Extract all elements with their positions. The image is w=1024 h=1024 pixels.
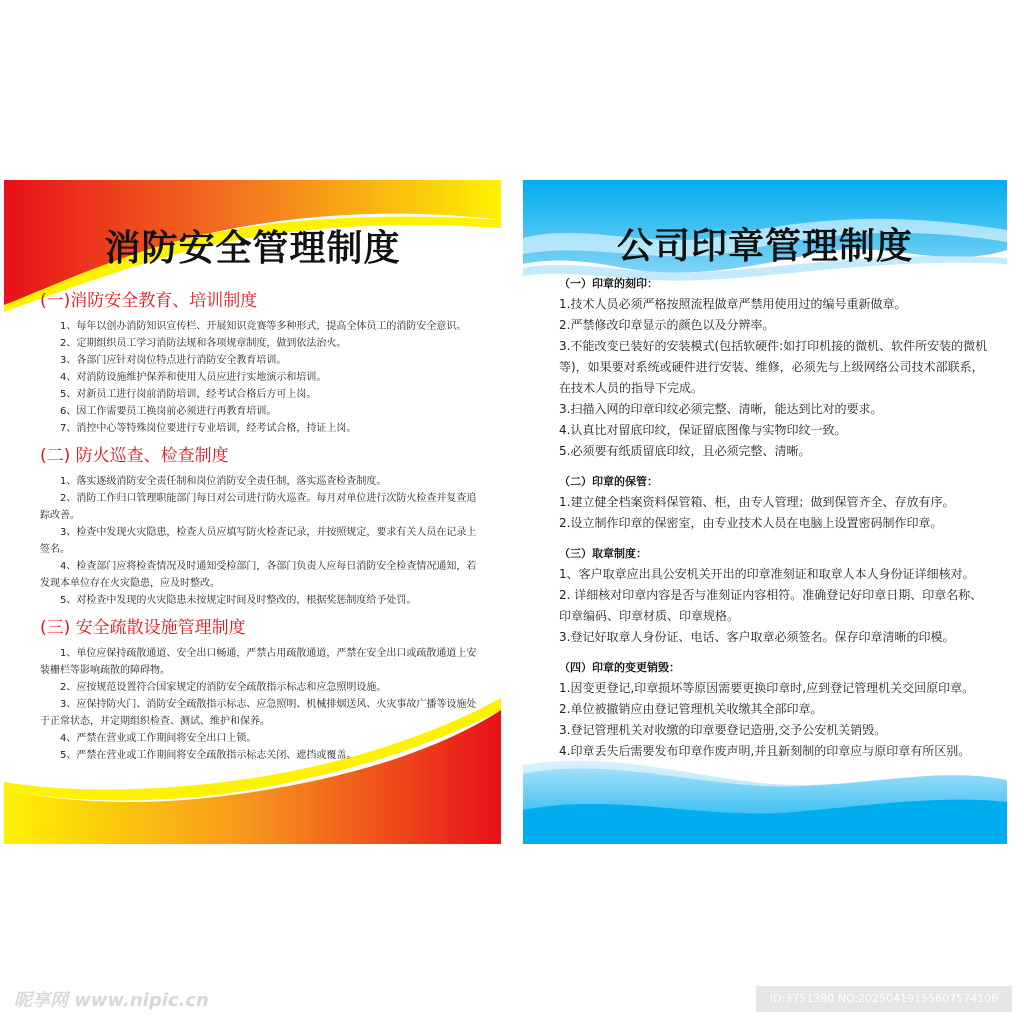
list-item: 4、严禁在营业或工作期间将安全出口上锁。 <box>60 733 257 744</box>
id-watermark-text: ID:3751390 NO:20250419155607574106 <box>769 992 999 1005</box>
seal-section-3 <box>559 546 989 648</box>
site-watermark: 昵享网 www.nipic.cn <box>14 990 209 1011</box>
list-item: 5、对检查中发现的火灾隐患未按规定时间及时整改的，根据奖惩制度给予处罚。 <box>60 595 417 606</box>
section-heading: （二）印章的保管： <box>559 475 658 488</box>
list-item: 1、客户取章应出具公安机关开出的印章准刻证和取章人本人身份证详细核对。 <box>559 567 975 581</box>
list-item: 6、因工作需要员工换岗前必须进行再教育培训。 <box>60 406 277 417</box>
list-item: 5.必须要有纸质留底印纹，且必须完整、清晰。 <box>559 444 811 458</box>
fire-board-title: 消防安全管理制度 <box>104 227 401 269</box>
list-item: 1.技术人员必须严格按照流程做章严禁用使用过的编号重新做章。 <box>559 297 907 311</box>
section-heading: (一)消防安全教育、培训制度 <box>40 291 258 311</box>
seal-board-content <box>559 276 989 762</box>
list-item: 2.单位被撤销应由登记管理机关收缴其全部印章。 <box>559 702 823 716</box>
section-heading: （三）取章制度： <box>559 547 647 560</box>
list-item: 4.认真比对留底印纹，保证留底图像与实物印纹一致。 <box>559 423 847 437</box>
list-item: 2.严禁修改印章显示的颜色以及分辨率。 <box>559 318 775 332</box>
list-item: 1、单位应保持疏散通道、安全出口畅通，严禁占用疏散通道，严禁在安全出口或疏散通道上安装栅栏等影响疏散的障碍物。 <box>40 648 477 676</box>
list-item: 3、检查中发现火灾隐患，检查人员应填写防火检查记录，并按照规定，要求有关人员在记录上签名。 <box>40 527 477 555</box>
list-item: 2、应按规范设置符合国家规定的消防安全疏散指示标志和应急照明设施。 <box>60 682 387 693</box>
list-item: 4、检查部门应将检查情况及时通知受检部门，各部门负责人应每日消防安全检查情况通知，若发现本单位存在火灾隐患，应及时整改。 <box>40 561 477 589</box>
section-heading: （一）印章的刻印： <box>559 277 658 290</box>
seal-section-1 <box>559 276 989 462</box>
list-item: 1、落实逐级消防安全责任制和岗位消防安全责任制，落实巡查检查制度。 <box>60 476 387 487</box>
list-item: 3.登记好取章人身份证、电话、客户取章必须签名。保存印章清晰的印模。 <box>559 630 955 644</box>
list-item: 2.设立制作印章的保密室，由专业技术人员在电脑上设置密码制作印章。 <box>559 516 943 530</box>
fire-safety-board <box>4 180 501 844</box>
list-item: 5、对新员工进行岗前消防培训，经考试合格后方可上岗。 <box>60 389 317 400</box>
fire-section-1 <box>40 290 480 437</box>
seal-board-title: 公司印章管理制度 <box>616 225 913 267</box>
seal-section-4 <box>559 660 989 762</box>
list-item: 4、对消防设施维护保养和使用人员应进行实地演示和培训。 <box>60 372 327 383</box>
list-item: 3.扫描入网的印章印纹必须完整、清晰，能达到比对的要求。 <box>559 402 883 416</box>
fire-board-content <box>40 290 480 764</box>
list-item: 2、定期组织员工学习消防法规和各项规章制度，做到依法治火。 <box>60 338 347 349</box>
list-item: 1.建立健全档案资料保管箱、柜，由专人管理；做到保管齐全、存放有序。 <box>559 495 955 509</box>
list-item: 2、消防工作归口管理职能部门每日对公司进行防火巡查。每月对单位进行次防火检查并复查追踪改善。 <box>40 493 477 521</box>
list-item: 3、应保持防火门、消防安全疏散指示标志、应急照明、机械排烟送风、火灾事故广播等设施处于正常状态，并定期组织检查、测试、维护和保养。 <box>40 699 477 727</box>
id-watermark <box>756 986 1012 1012</box>
seal-management-board <box>523 180 1007 844</box>
list-item: 2. 详细核对印章内容是否与准刻证内容相符。准确登记好印章日期、印章名称、印章编码、印章材质、印章规格。 <box>559 588 983 623</box>
section-heading: （四）印章的变更销毁： <box>559 661 680 674</box>
list-item: 1.因变更登记,印章损坏等原因需要更换印章时,应到登记管理机关交回原印章。 <box>559 681 975 695</box>
fire-section-3 <box>40 617 480 764</box>
list-item: 3.登记管理机关对收缴的印章要登记造册,交予公安机关销毁。 <box>559 723 887 737</box>
seal-section-2 <box>559 474 989 534</box>
list-item: 3.不能改变已装好的安装模式(包括软硬件:如打印机接的微机、软件所安装的微机等)，如果要对系统或硬件进行安装、维修，必须先与上级网络公司技术部联系，在技术人员的指导下完成。 <box>559 339 988 395</box>
section-heading: (二) 防火巡查、检查制度 <box>40 446 229 466</box>
fire-section-2 <box>40 445 480 609</box>
list-item: 7、消控中心等特殊岗位要进行专业培训，经考试合格，持证上岗。 <box>60 423 357 434</box>
list-item: 3、各部门应针对岗位特点进行消防安全教育培训。 <box>60 355 287 366</box>
list-item: 1、每年以创办消防知识宣传栏、开展知识竞赛等多种形式，提高全体员工的消防安全意识。 <box>60 321 467 332</box>
list-item: 5、严禁在营业或工作期间将安全疏散指示标志关闭、遮挡或覆盖。 <box>60 750 357 761</box>
section-heading: (三) 安全疏散设施管理制度 <box>40 618 246 638</box>
list-item: 4.印章丢失后需要发布印章作废声明,并且新刻制的印章应与原印章有所区别。 <box>559 744 971 758</box>
